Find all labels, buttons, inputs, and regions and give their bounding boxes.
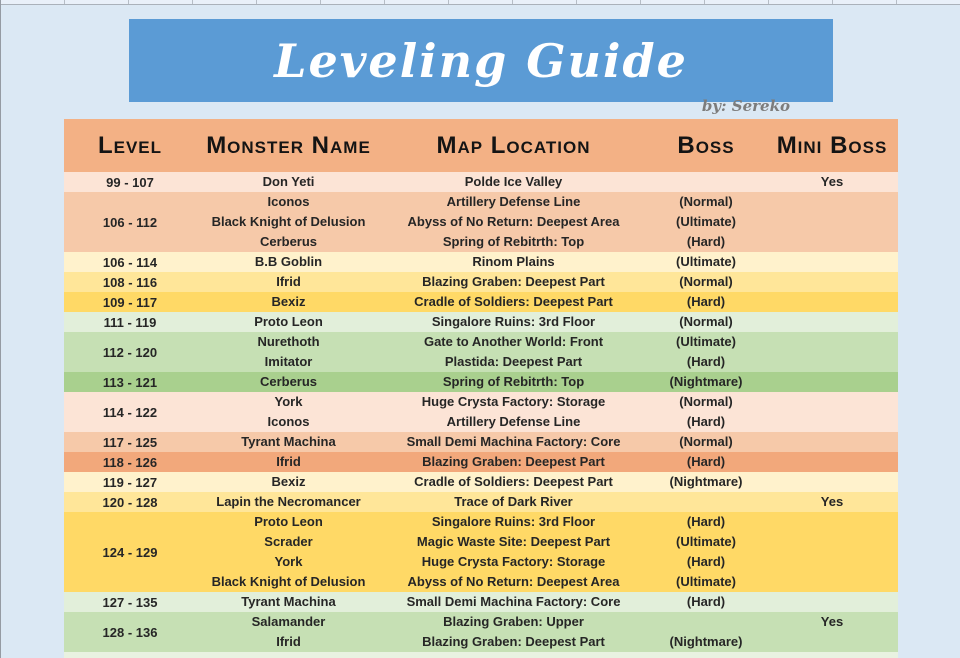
- boss-cell: (Ultimate): [676, 214, 736, 229]
- next-row-sliver: [64, 652, 898, 658]
- table-line: [196, 432, 898, 452]
- map-cell: Singalore Ruins: 3rd Floor: [431, 514, 596, 529]
- map-cell: Blazing Graben: Deepest Part: [422, 454, 605, 469]
- boss-cell: (Normal): [679, 274, 733, 289]
- mini-boss-cell: [766, 532, 898, 552]
- monster-cell: York: [274, 554, 303, 569]
- monster-cell: Ifrid: [276, 634, 301, 649]
- row-lines: [196, 312, 898, 332]
- table-line: [196, 212, 898, 232]
- level-cell: 99 - 107: [106, 174, 154, 190]
- mini-boss-cell: [766, 232, 898, 252]
- monster-cell: Lapin the Necromancer: [216, 494, 361, 509]
- boss-cell: [646, 492, 766, 512]
- table-header-row: [64, 119, 898, 172]
- table-row: [64, 312, 898, 332]
- header-cell-map: Map Location: [436, 131, 591, 159]
- monster-cell: Cerberus: [259, 234, 318, 249]
- row-lines: [196, 292, 898, 312]
- map-cell: Small Demi Machina Factory: Core: [406, 434, 621, 449]
- table-row: [64, 372, 898, 392]
- table-row: [64, 272, 898, 292]
- mini-boss-cell: Yes: [820, 494, 844, 509]
- level-cell: 108 - 116: [102, 274, 158, 290]
- table-line: [196, 372, 898, 392]
- boss-cell: (Nightmare): [669, 374, 743, 389]
- level-cell: 106 - 114: [102, 254, 158, 270]
- monster-cell: Bexiz: [271, 294, 306, 309]
- boss-cell: [646, 612, 766, 632]
- level-cell: 119 - 127: [102, 474, 158, 490]
- monster-cell: Tyrant Machina: [241, 434, 336, 449]
- map-cell: Blazing Graben: Deepest Part: [422, 634, 605, 649]
- boss-cell: (Normal): [679, 314, 733, 329]
- header-cell-level: Level: [97, 131, 163, 159]
- table-line: [196, 492, 898, 512]
- boss-cell: (Normal): [679, 394, 733, 409]
- table-row: [64, 292, 898, 312]
- level-cell: 128 - 136: [102, 624, 158, 640]
- level-cell: 112 - 120: [102, 344, 158, 360]
- mini-boss-cell: [766, 472, 898, 492]
- page-title: Leveling Guide: [274, 33, 688, 88]
- table-row: [64, 172, 898, 192]
- mini-boss-cell: [766, 452, 898, 472]
- map-cell: Cradle of Soldiers: Deepest Part: [414, 474, 613, 489]
- table-line: [196, 352, 898, 372]
- row-lines: [196, 372, 898, 392]
- row-lines: [196, 192, 898, 252]
- map-cell: Artillery Defense Line: [446, 194, 581, 209]
- table-line: [196, 472, 898, 492]
- row-lines: [196, 392, 898, 432]
- level-cell: 117 - 125: [102, 434, 158, 450]
- table-row: [64, 492, 898, 512]
- map-cell: Cradle of Soldiers: Deepest Part: [414, 294, 613, 309]
- boss-cell: (Hard): [686, 594, 726, 609]
- map-cell: Spring of Rebitrth: Top: [442, 374, 585, 389]
- monster-cell: Bexiz: [271, 474, 306, 489]
- table-body: [64, 172, 898, 652]
- table-line: [196, 332, 898, 352]
- boss-cell: (Hard): [686, 514, 726, 529]
- map-cell: Blazing Graben: Upper: [443, 614, 584, 629]
- map-cell: Magic Waste Site: Deepest Part: [416, 534, 611, 549]
- boss-cell: (Nightmare): [669, 474, 743, 489]
- row-lines: [196, 612, 898, 652]
- row-lines: [196, 512, 898, 592]
- row-lines: [196, 452, 898, 472]
- mini-boss-cell: [766, 432, 898, 452]
- mini-boss-cell: [766, 272, 898, 292]
- map-cell: Artillery Defense Line: [446, 414, 581, 429]
- monster-cell: Scrader: [264, 534, 313, 549]
- table-line: [196, 232, 898, 252]
- monster-cell: Imitator: [264, 354, 313, 369]
- row-lines: [196, 592, 898, 612]
- mini-boss-cell: [766, 632, 898, 652]
- monster-cell: York: [274, 394, 303, 409]
- spreadsheet-gridline-strip: [1, 0, 960, 5]
- mini-boss-cell: [766, 312, 898, 332]
- boss-cell: (Ultimate): [676, 334, 736, 349]
- monster-cell: Ifrid: [276, 454, 301, 469]
- level-cell: 127 - 135: [102, 594, 158, 610]
- mini-boss-cell: [766, 552, 898, 572]
- table-line: [196, 572, 898, 592]
- table-line: [196, 592, 898, 612]
- level-cell: 109 - 117: [102, 294, 158, 310]
- map-cell: Trace of Dark River: [454, 494, 573, 509]
- table-line: [196, 412, 898, 432]
- table-line: [196, 632, 898, 652]
- level-cell: 114 - 122: [102, 404, 158, 420]
- row-lines: [196, 472, 898, 492]
- boss-cell: (Hard): [686, 454, 726, 469]
- mini-boss-cell: [766, 332, 898, 352]
- header-cell-monster: Monster Name: [206, 131, 371, 159]
- leveling-table: [64, 119, 898, 658]
- map-cell: Blazing Graben: Deepest Part: [422, 274, 605, 289]
- boss-cell: (Hard): [686, 554, 726, 569]
- monster-cell: Cerberus: [259, 374, 318, 389]
- boss-cell: (Normal): [679, 194, 733, 209]
- table-line: [196, 252, 898, 272]
- map-cell: Singalore Ruins: 3rd Floor: [431, 314, 596, 329]
- monster-cell: B.B Goblin: [254, 254, 323, 269]
- boss-cell: (Nightmare): [669, 634, 743, 649]
- table-line: [196, 272, 898, 292]
- map-cell: Gate to Another World: Front: [423, 334, 604, 349]
- mini-boss-cell: [766, 592, 898, 612]
- monster-cell: Nurethoth: [257, 334, 320, 349]
- monster-cell: Salamander: [251, 614, 326, 629]
- table-row: [64, 332, 898, 372]
- title-banner: [129, 19, 833, 102]
- level-cell: 120 - 128: [102, 494, 158, 510]
- row-lines: [196, 492, 898, 512]
- map-cell: Spring of Rebitrth: Top: [442, 234, 585, 249]
- mini-boss-cell: Yes: [820, 614, 844, 629]
- boss-cell: (Hard): [686, 414, 726, 429]
- level-cell: 106 - 112: [102, 214, 158, 230]
- table-row: [64, 192, 898, 252]
- monster-cell: Ifrid: [276, 274, 301, 289]
- boss-cell: (Ultimate): [676, 254, 736, 269]
- row-lines: [196, 252, 898, 272]
- monster-cell: Tyrant Machina: [241, 594, 336, 609]
- map-cell: Small Demi Machina Factory: Core: [406, 594, 621, 609]
- monster-cell: Black Knight of Delusion: [211, 574, 366, 589]
- table-line: [196, 532, 898, 552]
- author-credit: by: Sereko: [701, 97, 790, 115]
- table-line: [196, 552, 898, 572]
- table-line: [196, 312, 898, 332]
- table-row: [64, 452, 898, 472]
- boss-cell: (Hard): [686, 354, 726, 369]
- mini-boss-cell: [766, 192, 898, 212]
- mini-boss-cell: [766, 252, 898, 272]
- monster-cell: Proto Leon: [254, 314, 323, 329]
- mini-boss-cell: Yes: [820, 174, 844, 189]
- table-row: [64, 512, 898, 592]
- monster-cell: Black Knight of Delusion: [211, 214, 366, 229]
- map-cell: Rinom Plains: [472, 254, 555, 269]
- row-lines: [196, 332, 898, 372]
- mini-boss-cell: [766, 212, 898, 232]
- monster-cell: Proto Leon: [254, 514, 323, 529]
- mini-boss-cell: [766, 372, 898, 392]
- mini-boss-cell: [766, 572, 898, 592]
- boss-cell: (Ultimate): [676, 574, 736, 589]
- table-row: [64, 432, 898, 452]
- map-cell: Plastida: Deepest Part: [444, 354, 583, 369]
- table-line: [196, 512, 898, 532]
- map-cell: Huge Crysta Factory: Storage: [421, 394, 606, 409]
- header-cell-boss: Boss: [677, 131, 735, 159]
- monster-cell: Iconos: [267, 194, 310, 209]
- row-lines: [196, 172, 898, 192]
- boss-cell: (Hard): [686, 234, 726, 249]
- header-cell-mini-boss: Mini Boss: [776, 131, 888, 159]
- table-line: [196, 452, 898, 472]
- boss-cell: (Ultimate): [676, 534, 736, 549]
- mini-boss-cell: [766, 392, 898, 412]
- level-cell: 124 - 129: [102, 544, 158, 560]
- table-line: [196, 292, 898, 312]
- level-cell: 111 - 119: [103, 314, 157, 330]
- map-cell: Abyss of No Return: Deepest Area: [407, 574, 620, 589]
- monster-cell: Don Yeti: [262, 174, 315, 189]
- row-lines: [196, 432, 898, 452]
- table-line: [196, 172, 898, 192]
- boss-cell: (Normal): [679, 434, 733, 449]
- table-line: [196, 392, 898, 412]
- mini-boss-cell: [766, 512, 898, 532]
- mini-boss-cell: [766, 352, 898, 372]
- level-cell: 118 - 126: [102, 454, 158, 470]
- row-lines: [196, 272, 898, 292]
- table-row: [64, 612, 898, 652]
- map-cell: Huge Crysta Factory: Storage: [421, 554, 606, 569]
- table-row: [64, 252, 898, 272]
- level-cell: 113 - 121: [102, 374, 158, 390]
- map-cell: Abyss of No Return: Deepest Area: [407, 214, 620, 229]
- mini-boss-cell: [766, 292, 898, 312]
- mini-boss-cell: [766, 412, 898, 432]
- map-cell: Polde Ice Valley: [464, 174, 563, 189]
- monster-cell: Iconos: [267, 414, 310, 429]
- boss-cell: [646, 172, 766, 192]
- boss-cell: (Hard): [686, 294, 726, 309]
- table-row: [64, 392, 898, 432]
- table-row: [64, 472, 898, 492]
- table-row: [64, 592, 898, 612]
- table-line: [196, 612, 898, 632]
- table-line: [196, 192, 898, 212]
